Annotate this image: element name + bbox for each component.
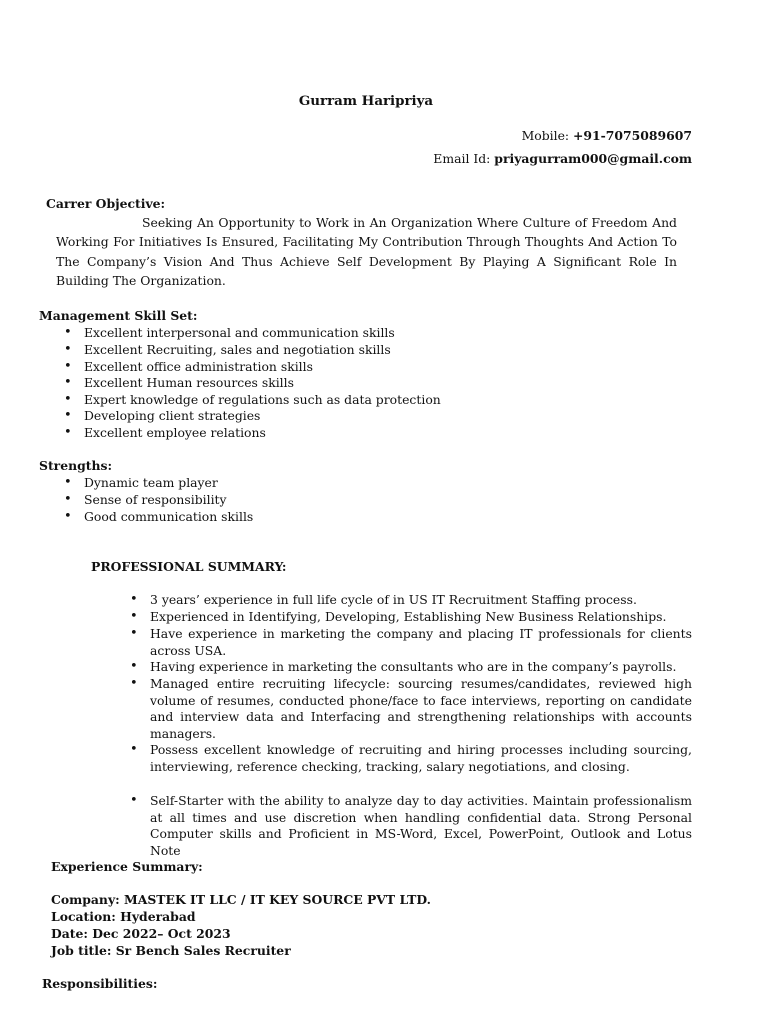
list-item: • Have experience in marketing the company and placing IT professionals for clients across USA. xyxy=(150,626,692,659)
job-title-line: Job title: Sr Bench Sales Recruiter xyxy=(51,943,291,958)
list-item: • Developing client strategies xyxy=(84,408,260,423)
management-heading: Management Skill Set: xyxy=(39,308,198,323)
company-line: Company: MASTEK IT LLC / IT KEY SOURCE PVT LTD. xyxy=(51,892,431,907)
list-item: • Having experience in marketing the consultants who are in the company’s payrolls. xyxy=(150,659,692,676)
mobile-value: +91-7075089607 xyxy=(573,128,692,143)
email-label: Email Id: xyxy=(433,151,495,166)
responsibilities-heading: Responsibilities: xyxy=(42,976,158,991)
mobile-label: Mobile: xyxy=(521,128,574,143)
list-item: • Excellent Human resources skills xyxy=(84,375,294,390)
experience-heading: Experience Summary: xyxy=(51,859,203,874)
list-item: • Managed entire recruiting lifecycle: sourcing resumes/candidates, reviewed high volume of resumes, conducted phone/face to face interviews, reporting on candidate and interview data and Interfacing and strengthening relationships with accounts managers. xyxy=(150,676,692,743)
list-item: • Dynamic team player xyxy=(84,475,218,490)
email-line xyxy=(433,151,692,166)
mobile-line xyxy=(522,128,692,143)
strengths-heading: Strengths: xyxy=(39,458,113,473)
list-item: • Sense of responsibility xyxy=(84,492,227,507)
candidate-name: Gurram Haripriya xyxy=(298,93,434,109)
date-line: Date: Dec 2022– Oct 2023 xyxy=(51,926,231,941)
summary-heading: PROFESSIONAL SUMMARY: xyxy=(91,559,287,574)
list-item: • Good communication skills xyxy=(84,509,253,524)
list-item: • Excellent Recruiting, sales and negotiation skills xyxy=(84,342,391,357)
list-item: • Possess excellent knowledge of recruiting and hiring processes including sourcing, interviewing, reference checking, tracking, salary negotiations, and closing. xyxy=(150,742,692,775)
list-item: • Experienced in Identifying, Developing, Establishing New Business Relationships. xyxy=(150,609,692,626)
list-item: • Expert knowledge of regulations such as data protection xyxy=(84,392,441,407)
list-item: • Excellent office administration skills xyxy=(84,359,313,374)
objective-paragraph xyxy=(56,213,677,290)
location-line: Location: Hyderabad xyxy=(51,909,196,924)
list-item: • Excellent employee relations xyxy=(84,425,266,440)
email-value: priyagurram000@gmail.com xyxy=(494,151,692,166)
objective-heading: Carrer Objective: xyxy=(46,196,166,211)
list-item: • Self-Starter with the ability to analyze day to day activities. Maintain professionalism at all times and use discretion when handling confidential data. Strong Personal Computer skills and Proficient in MS-Word, Excel, PowerPoint, Outlook and Lotus Note xyxy=(150,793,692,860)
list-item: • 3 years’ experience in full life cycle of in US IT Recruitment Staffing process. xyxy=(150,592,692,609)
objective-text: Seeking An Opportunity to Work in An Organization Where Culture of Freedom And Working For Initiatives Is Ensured, Facilitating My Contribution Through Thoughts And Action To The Company’s Vision And Thus Achieve Self Development By Playing A Significant Role In Building The Organization. xyxy=(56,215,677,288)
list-item: • Excellent interpersonal and communication skills xyxy=(84,325,395,340)
